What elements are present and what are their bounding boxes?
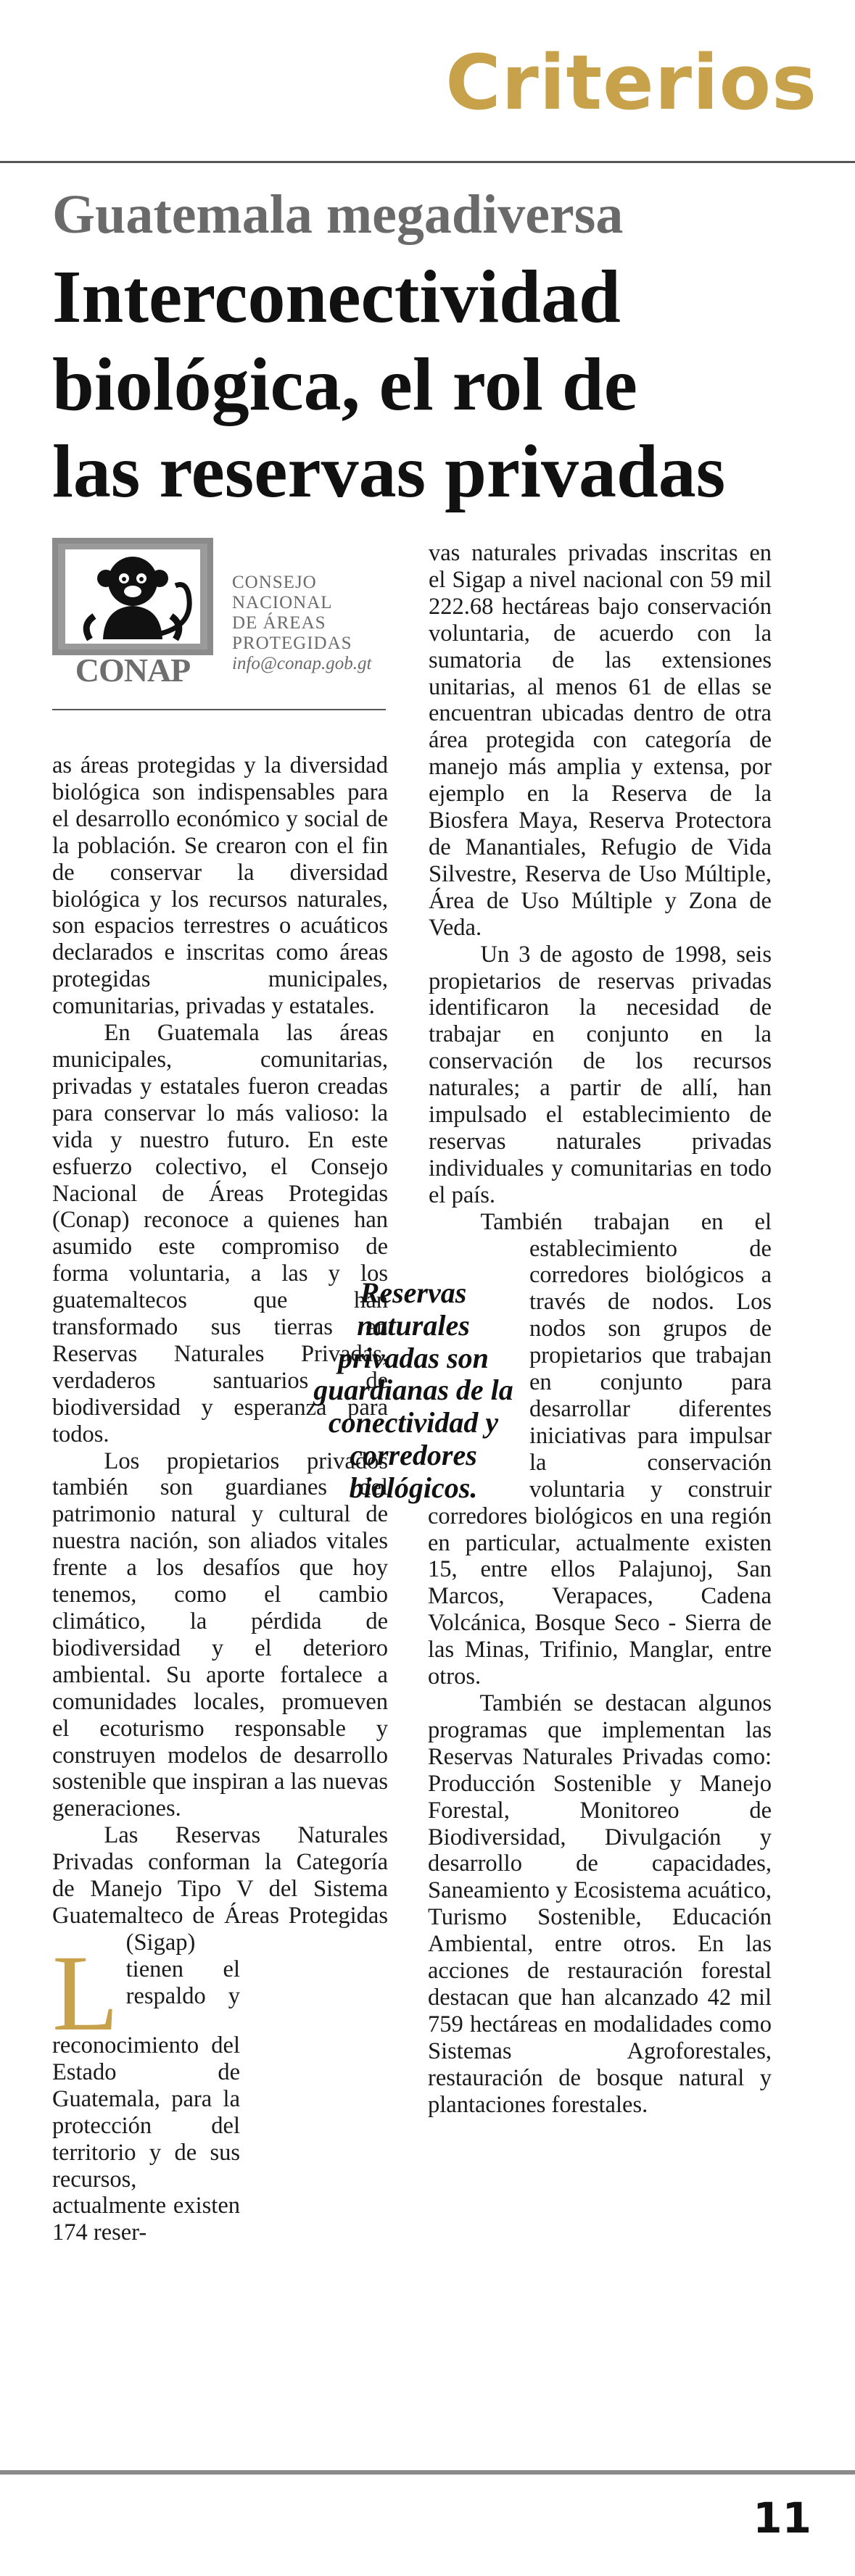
source-block [52, 538, 393, 690]
agency-line: NACIONAL [232, 593, 333, 612]
paragraph: Un 3 de agosto de 1998, seis propietarios de reservas privadas identificaron la necesidad de trabajar en conjunto en la conservación de los recursos naturales; a partir de allí, han impulsado el establecimiento de reservas naturales privadas individuales y comunitarias en todo el país. [429, 941, 772, 1208]
paragraph: Las Reservas Naturales Privadas conforman la Categoría de Manejo Tipo V del Sistema Guatemalteco de Áreas Protegidas (Sigap) tienen el respaldo y reconocimiento del Estado de Guatemala, para la protección del territorio y de sus recursos, actualmente existen 174 reser- [52, 1822, 388, 2246]
paragraph-text: as áreas protegidas y la diversidad biológica son indispensables para el desarrollo económico y social de la población. Se crearon con el fin de conservar la diversidad biológica y los recursos naturales, son espacios terrestres o acuáticos declarados e inscritas como áreas protegidas municipales, comunitarias, privadas y estatales. [52, 752, 388, 1020]
agency-line: CONSEJO [232, 573, 317, 592]
drop-cap: L [52, 1933, 119, 2053]
agency-line: DE ÁREAS [232, 613, 326, 633]
paragraph: También trabajan en el establecimiento de corredores biológicos a través de nodos. Los nodos son grupos de propietarios que trabajan en conjunto para desarrollar diferentes iniciativas para impulsar la conservación voluntaria y construir corredores biológicos en una región en particular, actualmente existen 15, entre ellos Palajunoj, San Marcos, Verapaces, Cadena Volcánica, Bosque Seco - Sierra de las Minas, Trifinio, Manglar, entre otros. [428, 1208, 772, 1690]
conap-logo [52, 538, 213, 687]
footer-divider [0, 2470, 855, 2475]
paragraph: En Guatemala las áreas municipales, comunitarias, privadas y estatales fueron creadas para conservar lo más valioso: la vida y nuestro futuro. En este esfuerzo colectivo, el Consejo Nacional de Áreas Protegidas (Conap) reconoce a quienes han asumido este compromiso de forma voluntaria, a las y los guatemaltecos que han transformado sus tierras en Reservas Naturales Privadas, verdaderos santuarios de biodiversidad y esperanza para todos. [52, 1020, 388, 1447]
pullquote-gap [240, 1945, 389, 2235]
page-number: 11 [753, 2493, 811, 2543]
paragraph: vas naturales privadas inscritas en el Sigap a nivel nacional con 59 mil 222.68 hectáreas bajo conservación voluntaria, de acuerdo con la sumatoria de las extensiones unitarias, al menos 61 de ellas se encuentran ubicadas dentro de otra área protegida con categoría de manejo más amplia y extensa, por ejemplo en la Reserva de la Biosfera Maya, Reserva Protectora de Manantiales, Refugio de Vida Silvestre, Reserva de Uso Múltiple, Área de Uso Múltiple y Zona de Veda. [429, 540, 772, 941]
headline-line: Interconectividad [52, 255, 621, 338]
pull-quote: Reservas naturales privadas son guardianas de la conectividad y corredores biológicos. [313, 1276, 513, 1504]
paragraph: También se destacan algunos programas que implementan las Reservas Naturales Privadas como: Producción Sostenible y Manejo Forestal, Monitoreo de Biodiversidad, Divulgación y desarrollo de capacidades, Saneamiento y Ecosistema acuático, Turismo Sostenible, Educación Ambiental, entre otros. En las acciones de restauración forestal destacan que han alcanzado 42 mil 759 hectáreas en modalidades como Sistemas Agroforestales, restauración de bosque natural y plantaciones forestales. [428, 1690, 772, 2118]
logo-text: CONAP [75, 652, 191, 689]
monkey-emblem-icon [52, 538, 213, 655]
headline-line: las reservas privadas [52, 430, 726, 514]
source-divider [52, 709, 386, 710]
header-divider [0, 161, 855, 163]
agency-name [232, 573, 399, 674]
article-headline [52, 254, 821, 516]
paragraph: Los propietarios privados también son guardianes del patrimonio natural y cultural de nuestra nación, son aliados vitales frente a los desafíos que hoy tenemos, como el cambio climático, la pérdida de biodiversidad y el deterioro ambiental. Su aporte fortalece a comunidades locales, promueven el ecoturismo responsable y construyen modelos de desarrollo sostenible que inspiran a las nuevas generaciones. [52, 1447, 389, 1822]
article-kicker: Guatemala megadiversa [52, 184, 624, 245]
agency-line: PROTEGIDAS [232, 633, 352, 653]
headline-line: biológica, el rol de [52, 342, 637, 426]
agency-email: info@conap.gob.gt [232, 654, 372, 673]
section-title: Criterios [445, 38, 817, 127]
